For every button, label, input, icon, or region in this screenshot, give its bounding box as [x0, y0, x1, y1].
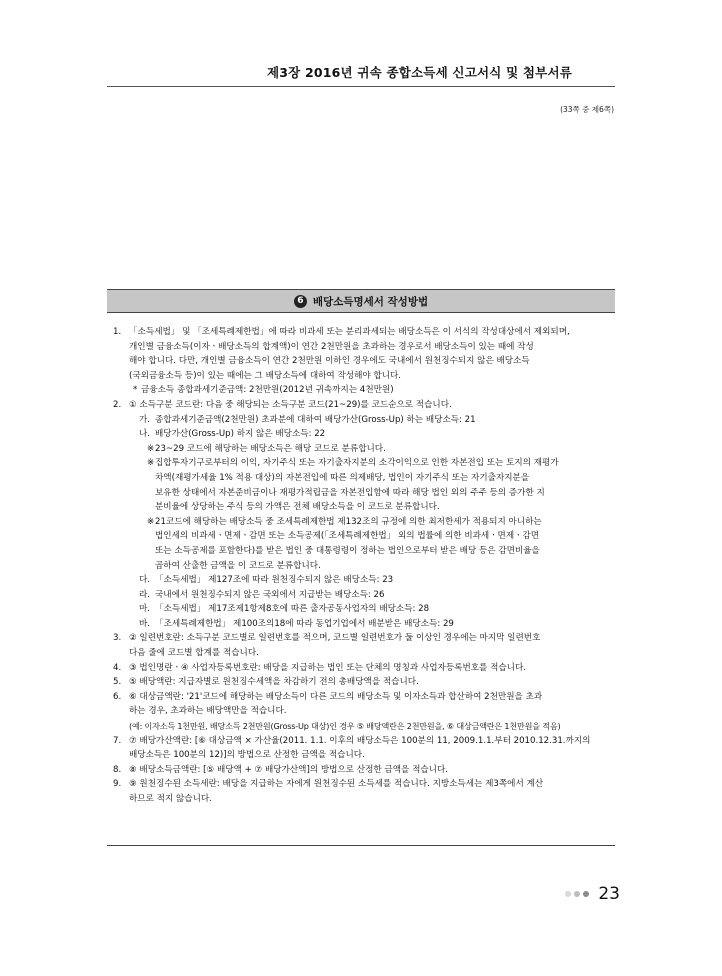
page-footer — [565, 884, 620, 904]
instruction-text: 국내에서 원천징수되지 않은 국외에서 지급받는 배당소득: 26 — [155, 589, 385, 600]
instruction-text: 하는 경우, 초과하는 배당액만을 적습니다. — [129, 706, 287, 717]
instruction-line — [113, 734, 607, 749]
instruction-text: ⑨ 원천징수된 소득세란: 배당을 지급하는 자에게 원천징수된 소득세를 적습니다. 지방소득세는 제3쪽에서 계산 — [129, 779, 544, 790]
instruction-line — [113, 792, 607, 807]
instruction-text: (국외금융소득 등)이 있는 때에는 그 배당소득에 대하여 작성해야 합니다. — [129, 370, 402, 381]
instruction-line — [113, 354, 607, 369]
instruction-line — [113, 529, 607, 544]
instruction-text: 21코드에 해당하는 배당소득 중 조세특례제한법 제132조의 규정에 의한 최저한세가 적용되지 아니하는 — [155, 516, 542, 527]
instruction-marker: 가. — [139, 414, 151, 425]
instruction-marker: 3. — [113, 633, 122, 644]
instruction-text: ② 일련번호란: 소득구분 코드별로 일련번호를 적으며, 코드별 일련번호가 둘 이상인 경우에는 마지막 일련번호 — [129, 633, 541, 644]
instruction-text: 곱하여 산출한 금액을 이 코드로 분류합니다. — [155, 560, 321, 571]
instruction-text: 해야 합니다. 다만, 개인별 금융소득이 연간 2천만원 이하인 경우에도 국내에서 원천징수되지 않은 배당소득 — [129, 356, 530, 367]
instruction-text: 「소득세법」 제127조에 따라 원천징수되지 않은 배당소득: 23 — [155, 575, 394, 586]
instruction-line — [113, 325, 607, 340]
instruction-line — [113, 442, 607, 457]
instruction-line — [113, 675, 607, 690]
instruction-line — [113, 515, 607, 530]
instruction-line — [113, 719, 607, 734]
instruction-line — [113, 398, 607, 413]
instruction-text: ⑥ 대상금액란: '21'코드에 해당하는 배당소득이 다른 코드의 배당소득 및 이자소득과 합산하여 2천만원을 초과 — [129, 691, 543, 702]
instruction-line — [113, 471, 607, 486]
instruction-text: 개인별 금융소득(이자ㆍ배당소득의 합계액)이 연간 2천만원을 초과하는 경우로서 배당소득이 있는 때에 작성 — [129, 341, 534, 352]
instruction-text: 23~29 코드에 해당하는 배당소득은 해당 코드로 분류합니다. — [155, 443, 386, 454]
instruction-line — [113, 500, 607, 515]
section-title: 배당소득명세서 작성방법 — [312, 295, 429, 308]
instruction-text: 법인세의 비과세ㆍ면제ㆍ감면 또는 소득공제(「조세특례제한법」 외의 법률에 의한 비과세ㆍ면제ㆍ감면 — [155, 531, 540, 542]
instruction-line — [113, 690, 607, 705]
instruction-marker: 8. — [113, 764, 122, 775]
instruction-line — [113, 456, 607, 471]
instruction-text: ⑦ 배당가산액란: [⑥ 대상금액 × 가산율(2011. 1.1. 이후의 배당소득은 100분의 11, 2009.1.1.부터 2010.12.31.까지의 — [129, 735, 591, 746]
instruction-marker: 라. — [139, 589, 151, 600]
footer-dot-icon — [565, 891, 571, 897]
footer-dot-icon — [583, 891, 589, 897]
instruction-marker: 9. — [113, 779, 122, 790]
instructions-list — [113, 325, 607, 807]
instruction-text: ③ 법인명란ㆍ④ 사업자등록번호란: 배당을 지급하는 법인 또는 단체의 명칭과 사업자등록번호를 적습니다. — [129, 662, 527, 673]
instruction-marker: 마. — [139, 604, 151, 615]
instruction-marker: ※ — [147, 458, 155, 469]
section-title-bar — [107, 289, 615, 313]
instruction-text: ⑤ 배당액란: 지급자별로 원천징수세액을 차감하기 전의 총배당액을 적습니다. — [129, 677, 419, 688]
instruction-text: 종합과세기준금액(2천만원) 초과분에 대하여 배당가산(Gross-Up) 하는 배당소득: 21 — [155, 414, 476, 425]
instruction-marker: 나. — [139, 429, 151, 440]
instruction-line — [113, 486, 607, 501]
instruction-line — [113, 383, 607, 398]
instruction-text: 다음 줄에 코드별 합계를 적습니다. — [129, 648, 259, 659]
instruction-marker: 다. — [139, 575, 151, 586]
instruction-marker: ※ — [147, 443, 155, 454]
instruction-line — [113, 646, 607, 661]
instruction-line — [113, 602, 607, 617]
instruction-text: ① 소득구분 코드란: 다음 중 해당되는 소득구분 코드(21~29)를 코드순으로 적습니다. — [129, 399, 452, 410]
instruction-text: 집합투자기구로부터의 이익, 자기주식 또는 자기출자지분의 소각이익으로 인한 자본전입 또는 토지의 재평가 — [155, 458, 559, 469]
instruction-text: 분비율에 상당하는 주식 등의 가액은 전체 배당소득을 이 코드로 분류합니다. — [155, 502, 440, 513]
instruction-line — [113, 777, 607, 792]
page-header-title: 제3장 2016년 귀속 종합소득세 신고서식 및 첨부서류 — [266, 65, 572, 80]
instruction-line — [113, 748, 607, 763]
instruction-line — [113, 588, 607, 603]
instruction-text: 차액(재평가세율 1% 적용 대상)의 자본전입에 따른 의제배당, 법인이 자기주식 또는 자기출자지분을 — [155, 472, 530, 483]
instruction-marker: ※ — [147, 516, 155, 527]
instruction-marker: 바. — [139, 618, 151, 629]
instruction-text: 금융소득 종합과세기준금액: 2천만원(2012년 귀속까지는 4천만원) — [141, 385, 394, 396]
instruction-line — [113, 544, 607, 559]
instruction-marker: * — [133, 385, 138, 396]
instruction-line — [113, 661, 607, 676]
instruction-text: 배당가산(Gross-Up) 하지 않은 배당소득: 22 — [155, 429, 326, 440]
instruction-marker: 5. — [113, 677, 122, 688]
instruction-line — [113, 369, 607, 384]
instruction-text: (예: 이자소득 1천만원, 배당소득 2천만원(Gross-Up 대상)인 경우 ⑤ 배당액란은 2천만원을, ⑥ 대상금액란은 1천만원을 적음) — [129, 721, 561, 732]
instruction-line — [113, 427, 607, 442]
instruction-line — [113, 340, 607, 355]
section-number-badge: 6 — [294, 295, 307, 308]
instruction-text: 또는 소득공제를 포함한다)를 받은 법인 중 대통령령이 정하는 법인으로부터 받은 배당 등은 감면비율을 — [155, 545, 540, 556]
instruction-text: 「조세특례제한법」 제100조의18에 따라 동업기업에서 배분받은 배당소득: 29 — [155, 618, 454, 629]
instruction-text: 「소득세법」 및 「조세특례제한법」에 따라 비과세 또는 분리과세되는 배당소득은 이 서식의 작성대상에서 제외되며, — [129, 327, 570, 337]
instruction-line — [113, 617, 607, 632]
instruction-text: 하므로 적지 않습니다. — [129, 794, 212, 804]
instructions-section — [107, 289, 615, 846]
instruction-marker: 4. — [113, 662, 122, 673]
instruction-text: 「소득세법」 제17조제1항제8호에 따른 출자공동사업자의 배당소득: 28 — [155, 604, 430, 615]
instruction-marker: 7. — [113, 735, 122, 746]
page-count-note: (33쪽 중 제6쪽) — [560, 105, 614, 114]
instruction-marker: 6. — [113, 691, 122, 702]
instruction-marker: 2. — [113, 399, 122, 410]
instruction-line — [113, 573, 607, 588]
instruction-marker: 1. — [113, 327, 122, 337]
header-divider — [107, 86, 615, 87]
instruction-line — [113, 704, 607, 719]
instruction-line — [113, 631, 607, 646]
footer-dot-icon — [574, 891, 580, 897]
instruction-line — [113, 413, 607, 428]
instruction-text: 배당소득은 100분의 12)]의 방법으로 산정한 금액을 적습니다. — [129, 750, 365, 761]
instruction-line — [113, 763, 607, 778]
instruction-line — [113, 559, 607, 574]
instruction-text: 보유한 상태에서 자본준비금이나 재평가적립금을 자본전입함에 따라 해당 법인 외의 주주 등의 증가한 지 — [155, 487, 545, 498]
page-number: 23 — [598, 884, 620, 904]
instruction-text: ⑧ 배당소득금액란: [⑤ 배당액 + ⑦ 배당가산액]의 방법으로 산정한 금액을 적습니다. — [129, 764, 449, 775]
